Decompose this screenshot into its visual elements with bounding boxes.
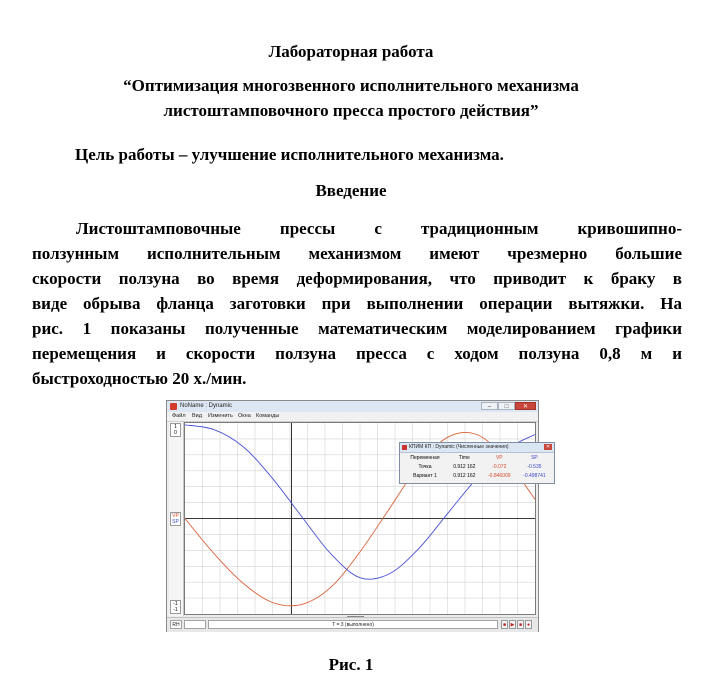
series-selector[interactable]	[170, 512, 181, 526]
header-time: Time	[458, 455, 470, 461]
record-button[interactable]: ●	[526, 622, 531, 628]
series-label-vp: VP	[172, 513, 179, 519]
cell-variable: Вариант 1	[413, 473, 437, 479]
numeric-window-icon	[402, 445, 407, 450]
menu-windows[interactable]: Окна	[238, 413, 251, 419]
table-row	[403, 472, 552, 481]
play-button[interactable]: ▶	[510, 622, 515, 628]
paragraph-line: ползунным исполнительным механизмом имеют чрезмерно большие	[32, 244, 682, 263]
status-left-field: RH	[170, 620, 182, 629]
y-min-field[interactable]	[170, 600, 181, 614]
pause-button[interactable]: ■	[518, 622, 523, 628]
numeric-window-titlebar	[400, 443, 554, 453]
plot-area[interactable]	[184, 422, 551, 615]
maximize-button[interactable]: □	[498, 402, 515, 410]
table-row	[403, 463, 552, 472]
y-max-value-2: 0	[174, 430, 177, 436]
close-icon[interactable]: ✕	[545, 444, 551, 450]
cell-sp: -0.498741	[523, 473, 546, 479]
numeric-window-title: КПИМ КП : Dynamic (Численные значения)	[409, 444, 509, 450]
y-min-value-2: -1	[173, 607, 178, 613]
goal-statement: Цель работы – улучшение исполнительного механизма.	[75, 145, 504, 164]
menu-bar	[167, 412, 538, 422]
lab-title: Лабораторная работа	[268, 42, 434, 61]
paragraph-line: перемещения и скорости ползуна пресса с ходом ползуна 0,8 м и	[32, 344, 682, 363]
paragraph-line: скорости ползуна во время деформирования, что приводит к браку в	[32, 269, 682, 288]
paragraph-line: Листоштамповочные прессы с традиционным кривошипно-	[76, 219, 682, 238]
status-bar	[167, 617, 538, 632]
axis-scale-panel	[169, 422, 184, 616]
table-header-row	[403, 454, 552, 463]
status-field-2	[184, 620, 206, 629]
cell-vp: -0.072	[492, 464, 507, 470]
subtitle-line-2: листоштамповочного пресса простого действия”	[163, 101, 539, 120]
y-min-value: -1	[173, 601, 178, 607]
cell-time: 0.912 162	[453, 473, 476, 479]
paragraph-line: рис. 1 показаны полученные математическим моделированием графики	[32, 319, 682, 338]
header-sp: SP	[531, 455, 538, 461]
menu-commands[interactable]: Команды	[256, 413, 280, 419]
header-variable: Переменная	[410, 455, 440, 461]
menu-view[interactable]: Вид	[192, 413, 202, 419]
minimize-button[interactable]: –	[481, 402, 498, 410]
numeric-values-window[interactable]	[399, 442, 555, 484]
cell-variable: Точка	[418, 464, 432, 470]
cell-time: 0.912 162	[453, 464, 476, 470]
dynamic-app-window	[166, 400, 551, 632]
paragraph-line: быстроходностью 20 х./мин.	[32, 369, 247, 388]
paragraph-line: виде обрыва фланца заготовки при выполнении операции вытяжки. На	[32, 294, 682, 313]
numeric-values-table	[403, 454, 552, 481]
status-text: T = 3 (выполнено)	[208, 620, 498, 629]
app-icon	[170, 403, 177, 410]
intro-paragraph	[32, 216, 682, 391]
menu-edit[interactable]: Изменить	[208, 413, 233, 419]
y-max-field[interactable]	[170, 423, 181, 437]
figure-caption: Рис. 1	[328, 655, 374, 674]
cell-vp: -0.846009	[488, 473, 511, 479]
header-vp: VP	[495, 455, 503, 461]
window-title: NoName : Dynamic	[180, 403, 233, 409]
menu-file[interactable]: Файл	[172, 413, 186, 419]
close-button[interactable]: ✕	[515, 402, 536, 410]
intro-heading: Введение	[315, 181, 387, 200]
cell-sp: -0.535	[527, 464, 542, 470]
subtitle-line-1: “Оптимизация многозвенного исполнительного механизма	[123, 76, 579, 95]
series-label-sp: SP	[172, 519, 179, 525]
y-max-value: 1	[174, 424, 177, 430]
stop-button[interactable]: ■	[502, 622, 507, 628]
